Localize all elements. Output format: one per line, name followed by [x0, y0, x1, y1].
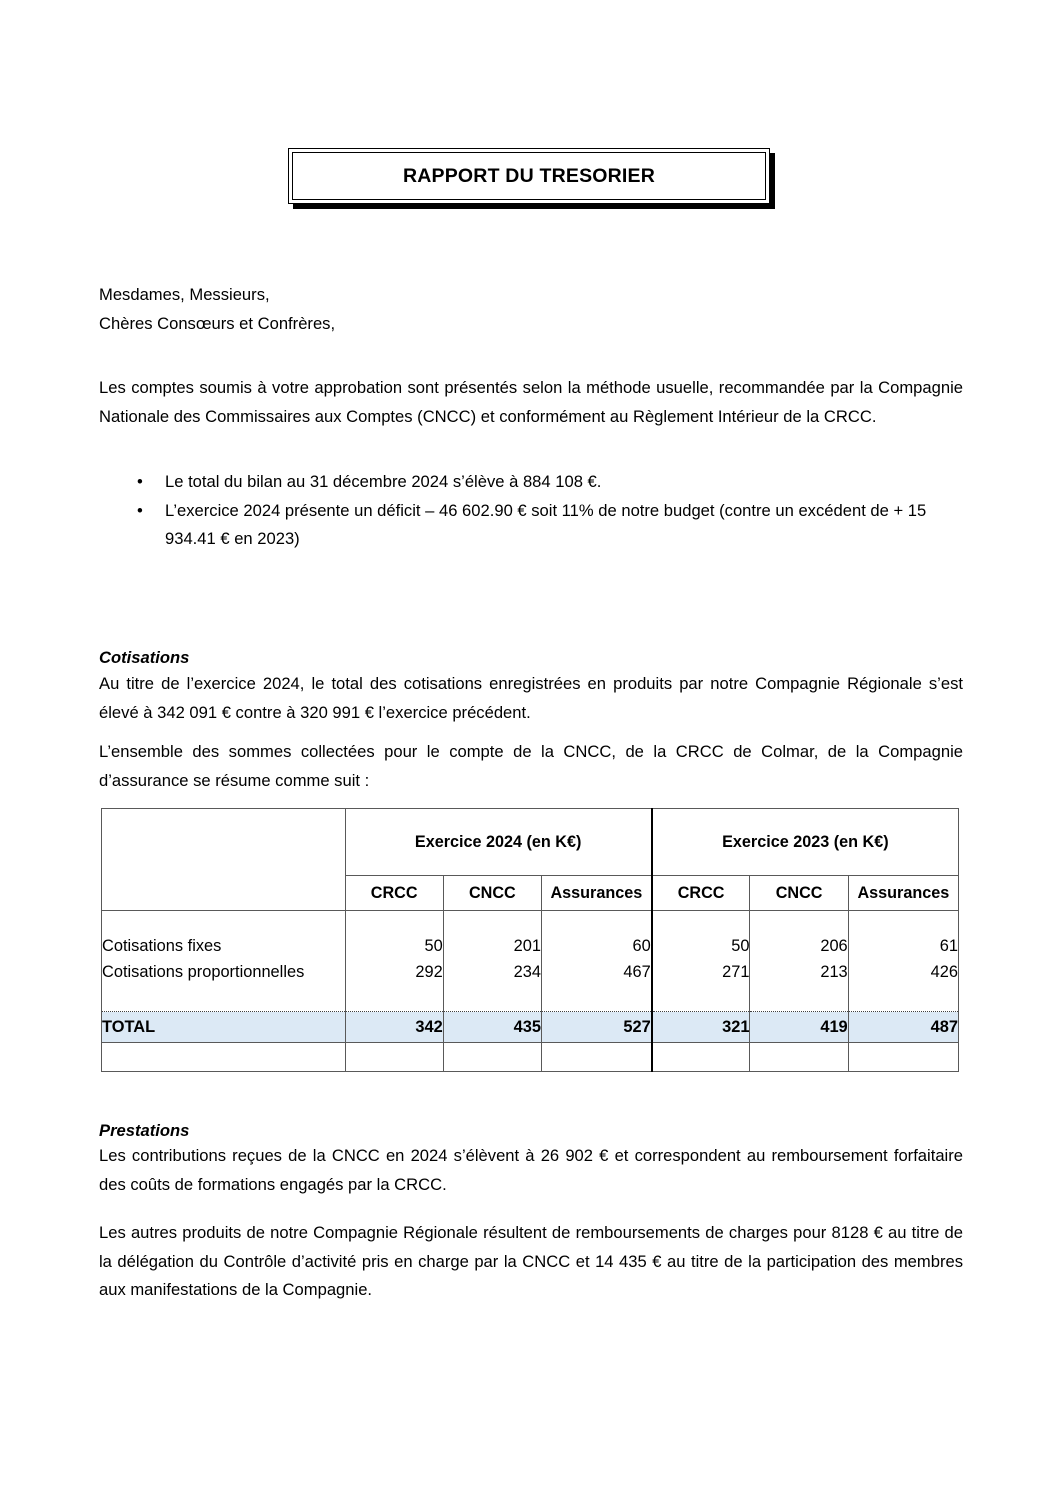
prestations-paragraph-1-block	[99, 1142, 963, 1199]
cell-value: 206	[750, 933, 848, 959]
bullet-icon: •	[137, 472, 143, 491]
spacer-cell	[541, 911, 651, 934]
cotisations-paragraph-1-block	[99, 670, 963, 727]
cell-value: 60	[541, 933, 651, 959]
tail-cell	[541, 1043, 651, 1072]
cell-value: 234	[443, 959, 541, 985]
tail-cell	[443, 1043, 541, 1072]
row-label-cotisations-proportionnelles: Cotisations proportionnelles	[102, 959, 346, 985]
salutation-line-1: Mesdames, Messieurs,	[99, 285, 270, 304]
cell-value: 61	[848, 933, 958, 959]
tail-cell	[102, 1043, 346, 1072]
row-label-cotisations-fixes: Cotisations fixes	[102, 933, 346, 959]
cotisations-heading-block	[99, 644, 963, 673]
table-col-header-assurances-2023: Assurances	[848, 876, 958, 911]
page-title: RAPPORT DU TRESORIER	[402, 164, 656, 187]
cell-value: 50	[652, 933, 750, 959]
total-row-label: TOTAL	[102, 1012, 346, 1043]
table-col-header-cncc-2024: CNCC	[443, 876, 541, 911]
cell-value: 50	[345, 933, 443, 959]
spacer-cell	[750, 911, 848, 934]
tail-cell	[345, 1043, 443, 1072]
total-cell-value: 487	[848, 1012, 958, 1043]
table-group-header-2023: Exercice 2023 (en K€)	[652, 809, 959, 876]
intro-block	[99, 374, 963, 431]
blank-cell	[443, 985, 541, 1012]
table-col-header-crcc-2023: CRCC	[652, 876, 750, 911]
table-col-header-cncc-2023: CNCC	[750, 876, 848, 911]
cotisations-paragraph-2: L’ensemble des sommes collectées pour le compte de la CNCC, de la CRCC de Colmar, de la Compagnie d’assurance se résume comme suit :	[99, 742, 963, 790]
table-spacer-row	[102, 911, 959, 934]
blank-cell	[848, 985, 958, 1012]
table-total-row	[102, 1012, 959, 1043]
list-item-label: L’exercice 2024 présente un déficit – 46 602.90 € soit 11% de notre budget (contre un excédent de + 15 934.41 € en 2023)	[165, 500, 927, 548]
salutation-line-2: Chères Consœurs et Confrères,	[99, 313, 336, 333]
cell-value: 271	[652, 959, 750, 985]
table-row	[102, 959, 959, 985]
table-corner-cell	[102, 809, 346, 911]
blank-cell	[750, 985, 848, 1012]
total-cell-value: 435	[443, 1012, 541, 1043]
cell-value: 213	[750, 959, 848, 985]
table-col-header-assurances-2024: Assurances	[541, 876, 651, 911]
spacer-cell	[345, 911, 443, 934]
tail-cell	[750, 1043, 848, 1072]
title-box-inner	[292, 152, 766, 200]
cell-value: 467	[541, 959, 651, 985]
spacer-cell	[102, 911, 346, 934]
salutation-block	[99, 281, 963, 338]
cotisations-table	[101, 808, 959, 1072]
blank-cell	[541, 985, 651, 1012]
list-item-label: Le total du bilan au 31 décembre 2024 s’élève à 884 108 €.	[165, 472, 602, 491]
cell-value: 292	[345, 959, 443, 985]
spacer-cell	[652, 911, 750, 934]
intro-paragraph: Les comptes soumis à votre approbation sont présentés selon la méthode usuelle, recommandée par la Compagnie Nationale des Commissaires aux Comptes (CNCC) et conformément au Règlement Intérieur de la CRCC.	[99, 378, 963, 426]
list-item	[99, 497, 963, 554]
table-col-header-crcc-2024: CRCC	[345, 876, 443, 911]
cell-value: 201	[443, 933, 541, 959]
section-heading-prestations: Prestations	[99, 1121, 190, 1140]
table-group-header-2024: Exercice 2024 (en K€)	[345, 809, 652, 876]
prestations-paragraph-1: Les contributions reçues de la CNCC en 2024 s’élèvent à 26 902 € et correspondent au remboursement forfaitaire des coûts de formations engagés par la CRCC.	[99, 1146, 963, 1194]
highlights-list	[99, 468, 963, 554]
cotisations-paragraph-2-block	[99, 738, 963, 795]
section-heading-cotisations: Cotisations	[99, 648, 190, 667]
bullet-icon: •	[137, 500, 143, 520]
tail-cell	[652, 1043, 750, 1072]
blank-cell	[652, 985, 750, 1012]
total-cell-value: 527	[541, 1012, 651, 1043]
cell-value: 426	[848, 959, 958, 985]
blank-cell	[345, 985, 443, 1012]
title-box-outer	[288, 148, 770, 204]
document-title-box	[288, 148, 770, 204]
prestations-paragraph-2-block	[99, 1219, 963, 1305]
cotisations-paragraph-1: Au titre de l’exercice 2024, le total des cotisations enregistrées en produits par notre Compagnie Régionale s’est élevé à 342 091 € contre à 320 991 € l’exercice précédent.	[99, 674, 963, 722]
table-row	[102, 933, 959, 959]
blank-cell	[102, 985, 346, 1012]
table-head	[102, 809, 959, 911]
table-tail-row	[102, 1043, 959, 1072]
table-blank-row	[102, 985, 959, 1012]
table-body	[102, 911, 959, 1072]
total-cell-value: 419	[750, 1012, 848, 1043]
total-cell-value: 321	[652, 1012, 750, 1043]
spacer-cell	[848, 911, 958, 934]
tail-cell	[848, 1043, 958, 1072]
list-item	[99, 468, 963, 497]
spacer-cell	[443, 911, 541, 934]
table-group-header-row	[102, 809, 959, 876]
prestations-paragraph-2: Les autres produits de notre Compagnie Régionale résultent de remboursements de charges pour 8128 € au titre de la délégation du Contrôle d’activité pris en charge par la CNCC et 14 435 € au titre de la participation des membres aux manifestations de la Compagnie.	[99, 1223, 963, 1299]
total-cell-value: 342	[345, 1012, 443, 1043]
